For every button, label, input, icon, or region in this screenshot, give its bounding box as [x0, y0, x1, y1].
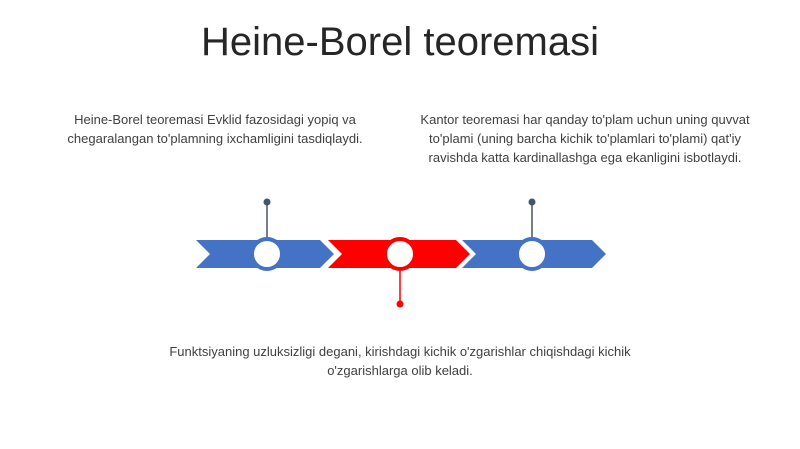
slide-title: Heine-Borel teoremasi — [201, 20, 599, 64]
connector-dot-3 — [529, 199, 536, 206]
event-1-text: Heine-Borel teoremasi Evklid fazosidagi yopiq va chegaralangan to'plamning ixchamligini tasdiqlaydi. — [67, 112, 363, 146]
event-2-text: Funktsiyaning uzluksizligi degani, kirishdagi kichik o'zgarishlar chiqishdagi kichik o'zgarishlarga olib keladi. — [169, 344, 631, 378]
milestone-marker-2 — [385, 239, 415, 269]
milestone-marker-1 — [252, 239, 282, 269]
event-3-text: Kantor teoremasi har qanday to'plam uchun uning quvvat to'plami (uning barcha kichik to'plamlari to'plami) qat'iy ravishda katta kardinallashga ega ekanligini isbotlaydi. — [420, 112, 750, 165]
milestone-marker-3 — [517, 239, 547, 269]
connector-dot-2 — [397, 301, 404, 308]
connector-dot-1 — [264, 199, 271, 206]
